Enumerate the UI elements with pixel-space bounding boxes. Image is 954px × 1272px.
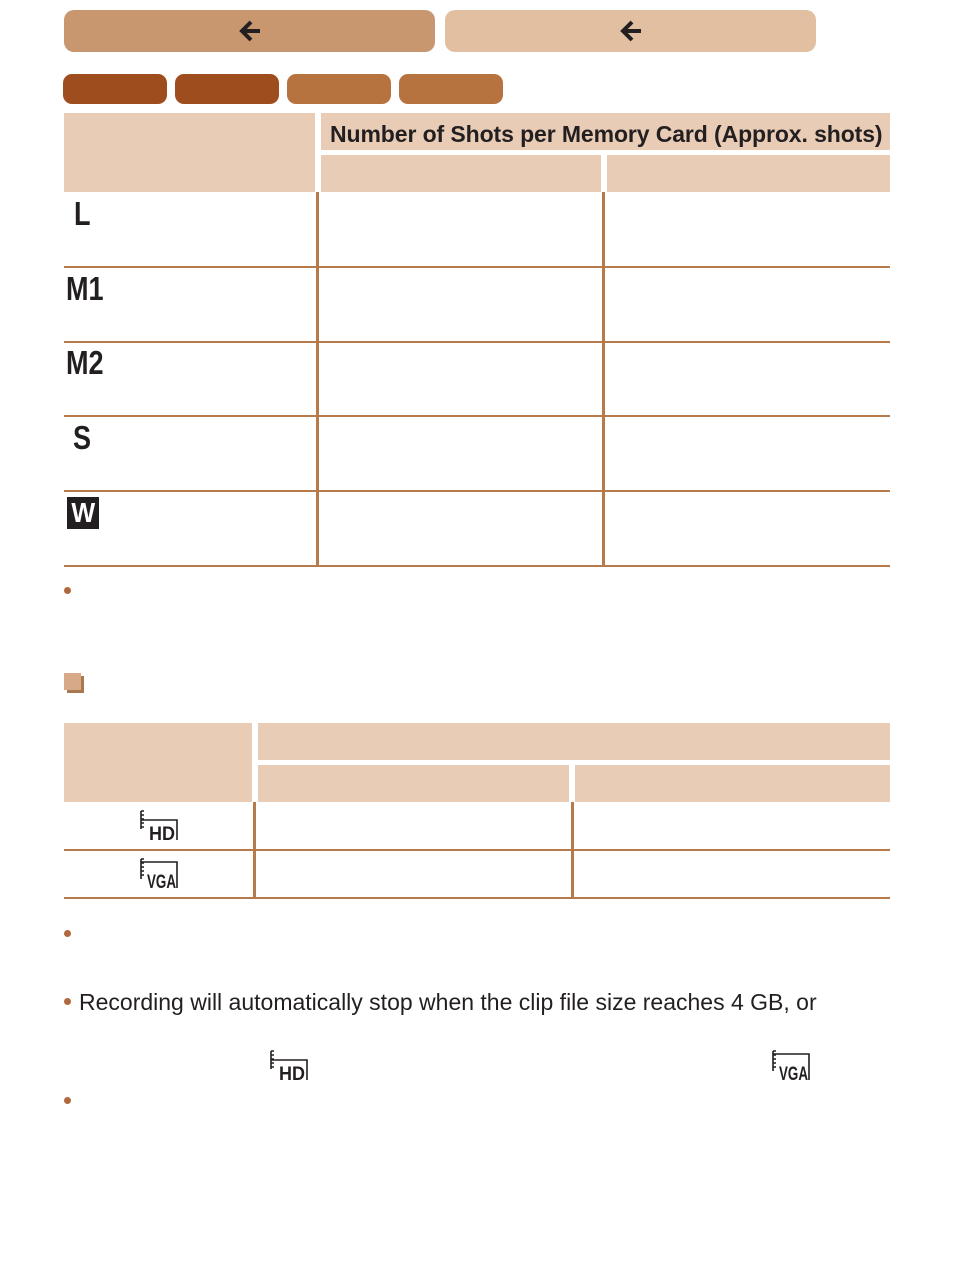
row-divider [64, 341, 890, 343]
image-size-S-icon: S [73, 419, 92, 456]
recording-stop-note: Recording will automatically stop when the clip file size reaches 4 GB, or [79, 989, 817, 1015]
arrow-left-icon [619, 19, 643, 43]
chapter-tab-1[interactable] [63, 74, 167, 104]
row-divider [64, 415, 890, 417]
arrow-left-icon [238, 19, 262, 43]
previous-page-button[interactable] [64, 10, 435, 52]
shots-table-corner-header [64, 113, 315, 192]
row-divider [64, 266, 890, 268]
movie-hd-icon [140, 810, 178, 845]
svg-text:VGA: VGA [779, 1064, 809, 1085]
movie-vga-icon [772, 1050, 812, 1085]
image-size-W-icon: W [67, 497, 99, 529]
row-divider [64, 490, 890, 492]
note-bullet [64, 1097, 71, 1104]
shots-table-subheader-right [607, 155, 890, 192]
shots-table-main-header [321, 113, 890, 150]
movie-hd-icon [270, 1050, 308, 1085]
video-table-corner-header [64, 723, 252, 802]
row-divider [64, 849, 890, 851]
svg-text:HD: HD [149, 824, 175, 845]
row-divider [64, 897, 890, 899]
image-size-M2-icon: M2 [66, 344, 104, 381]
video-table-subheader-right [575, 765, 890, 802]
next-page-button[interactable] [445, 10, 816, 52]
column-divider [316, 192, 319, 566]
shots-table-header-text: Number of Shots per Memory Card (Approx. shots) [330, 121, 883, 147]
movie-vga-icon [140, 858, 180, 893]
row-divider [64, 565, 890, 567]
image-size-M1-icon: M1 [66, 270, 104, 307]
svg-text:VGA: VGA [147, 872, 177, 893]
chapter-tab-4[interactable] [399, 74, 503, 104]
shots-table-subheader-left [321, 155, 601, 192]
note-bullet [64, 587, 71, 594]
chapter-tab-3[interactable] [287, 74, 391, 104]
note-bullet [64, 930, 71, 937]
note-bullet [64, 998, 71, 1005]
column-divider [602, 192, 605, 566]
svg-text:HD: HD [279, 1064, 305, 1085]
chapter-tab-2[interactable] [175, 74, 279, 104]
video-table-subheader-left [258, 765, 569, 802]
image-size-L-icon: L [74, 195, 91, 232]
video-table-main-header [258, 723, 890, 760]
square-bullet-icon [64, 673, 84, 693]
